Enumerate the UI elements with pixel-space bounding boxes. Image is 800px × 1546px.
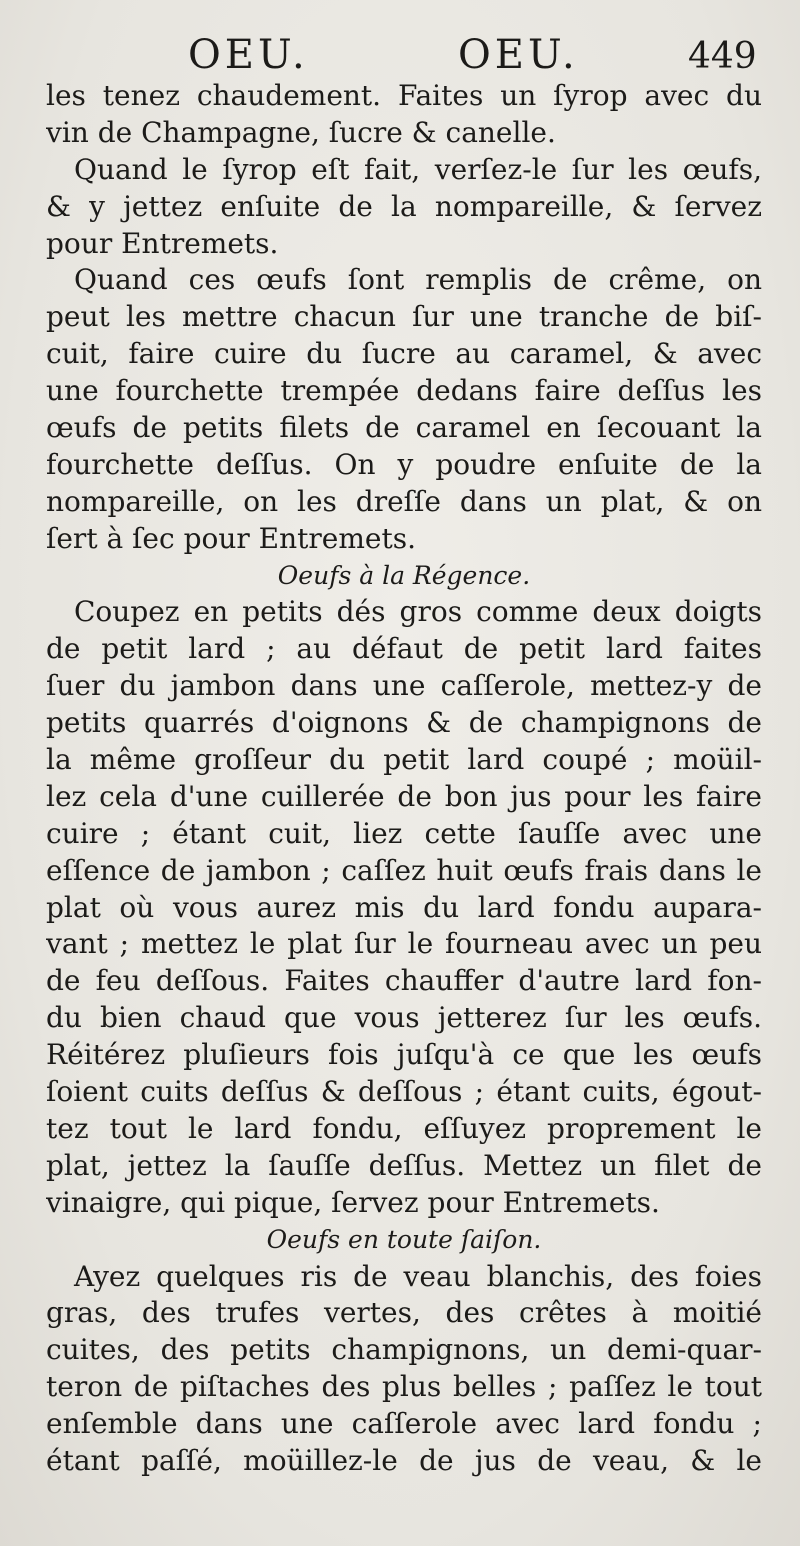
- text-line: Réitérez pluſieurs fois juſqu'à ce que les œufs: [46, 1038, 762, 1072]
- text-line: tez tout le lard fondu, eſſuyez proprement le: [46, 1111, 762, 1145]
- header-right-word: OEU.: [458, 32, 579, 78]
- text-line: cuites, des petits champignons, un demi-quar-: [46, 1333, 762, 1367]
- text-line: nompareille, on les dreſſe dans un plat, & on: [46, 484, 762, 518]
- text-line: petits quarrés d'oignons & de champignons de: [46, 706, 762, 740]
- text-line: ſuer du jambon dans une caſſerole, mettez-y de: [46, 669, 762, 703]
- text-line: fourchette deſſus. On y poudre enſuite de la: [46, 447, 762, 481]
- text-line: peut les mettre chacun ſur une tranche de biſ-: [46, 300, 762, 334]
- text-line: cuire ; étant cuit, liez cette ſauſſe avec une: [46, 816, 762, 850]
- text-line: cuit, faire cuire du ſucre au caramel, & avec: [46, 337, 762, 371]
- text-line: vant ; mettez le plat ſur le fourneau avec un peu: [46, 927, 762, 961]
- text-line: vinaigre, qui pique, ſervez pour Entremets.: [46, 1185, 660, 1219]
- section-heading: Oeufs en toute ſaiſon.: [266, 1224, 542, 1254]
- text-line: Quand le ſyrop eſt fait, verſez-le ſur les œufs,: [74, 152, 762, 186]
- text-line: eſſence de jambon ; caſſez huit œufs frais dans le: [46, 853, 762, 887]
- text-line: Ayez quelques ris de veau blanchis, des foies: [74, 1259, 762, 1293]
- text-line: étant paſſé, moüillez-le de jus de veau, & le: [46, 1443, 762, 1477]
- text-line: du bien chaud que vous jetterez ſur les œufs.: [46, 1001, 762, 1035]
- header-left-word: OEU.: [188, 32, 309, 78]
- text-line: & y jettez enſuite de la nompareille, & ſervez: [46, 189, 762, 223]
- page-number: 449: [688, 36, 757, 77]
- text-line: Quand ces œufs ſont remplis de crême, on: [74, 263, 762, 297]
- text-line: les tenez chaudement. Faites un ſyrop avec du: [46, 79, 762, 112]
- text-line: ſert à ſec pour Entremets.: [46, 521, 417, 555]
- text-line: œufs de petits filets de caramel en ſecouant la: [46, 411, 762, 445]
- section-heading: Oeufs à la Régence.: [277, 560, 531, 590]
- text-line: pour Entremets.: [46, 226, 279, 260]
- text-line: Coupez en petits dés gros comme deux doigts: [74, 595, 762, 629]
- text-line: enſemble dans une caſſerole avec lard fondu ;: [46, 1407, 762, 1441]
- text-line: de petit lard ; au défaut de petit lard faites: [46, 632, 762, 666]
- text-line: une fourchette trempée dedans faire deſſus les: [46, 374, 762, 408]
- text-line: lez cela d'une cuillerée de bon jus pour les faire: [46, 779, 762, 813]
- text-line: la même groſſeur du petit lard coupé ; moüil-: [46, 743, 762, 777]
- text-line: vin de Champagne, ſucre & canelle.: [46, 115, 556, 149]
- text-line: teron de piſtaches des plus belles ; paſſez le tout: [46, 1370, 762, 1404]
- text-line: gras, des trufes vertes, des crêtes à moitié: [46, 1296, 762, 1330]
- text-line: plat où vous aurez mis du lard fondu aupara-: [46, 890, 762, 924]
- text-line: de feu deſſous. Faites chauffer d'autre lard fon-: [46, 964, 762, 998]
- text-line: plat, jettez la ſauſſe deſſus. Mettez un filet de: [46, 1148, 762, 1182]
- text-line: ſoient cuits deſſus & deſſous ; étant cuits, égout-: [46, 1075, 762, 1109]
- body-text: [46, 78, 762, 1480]
